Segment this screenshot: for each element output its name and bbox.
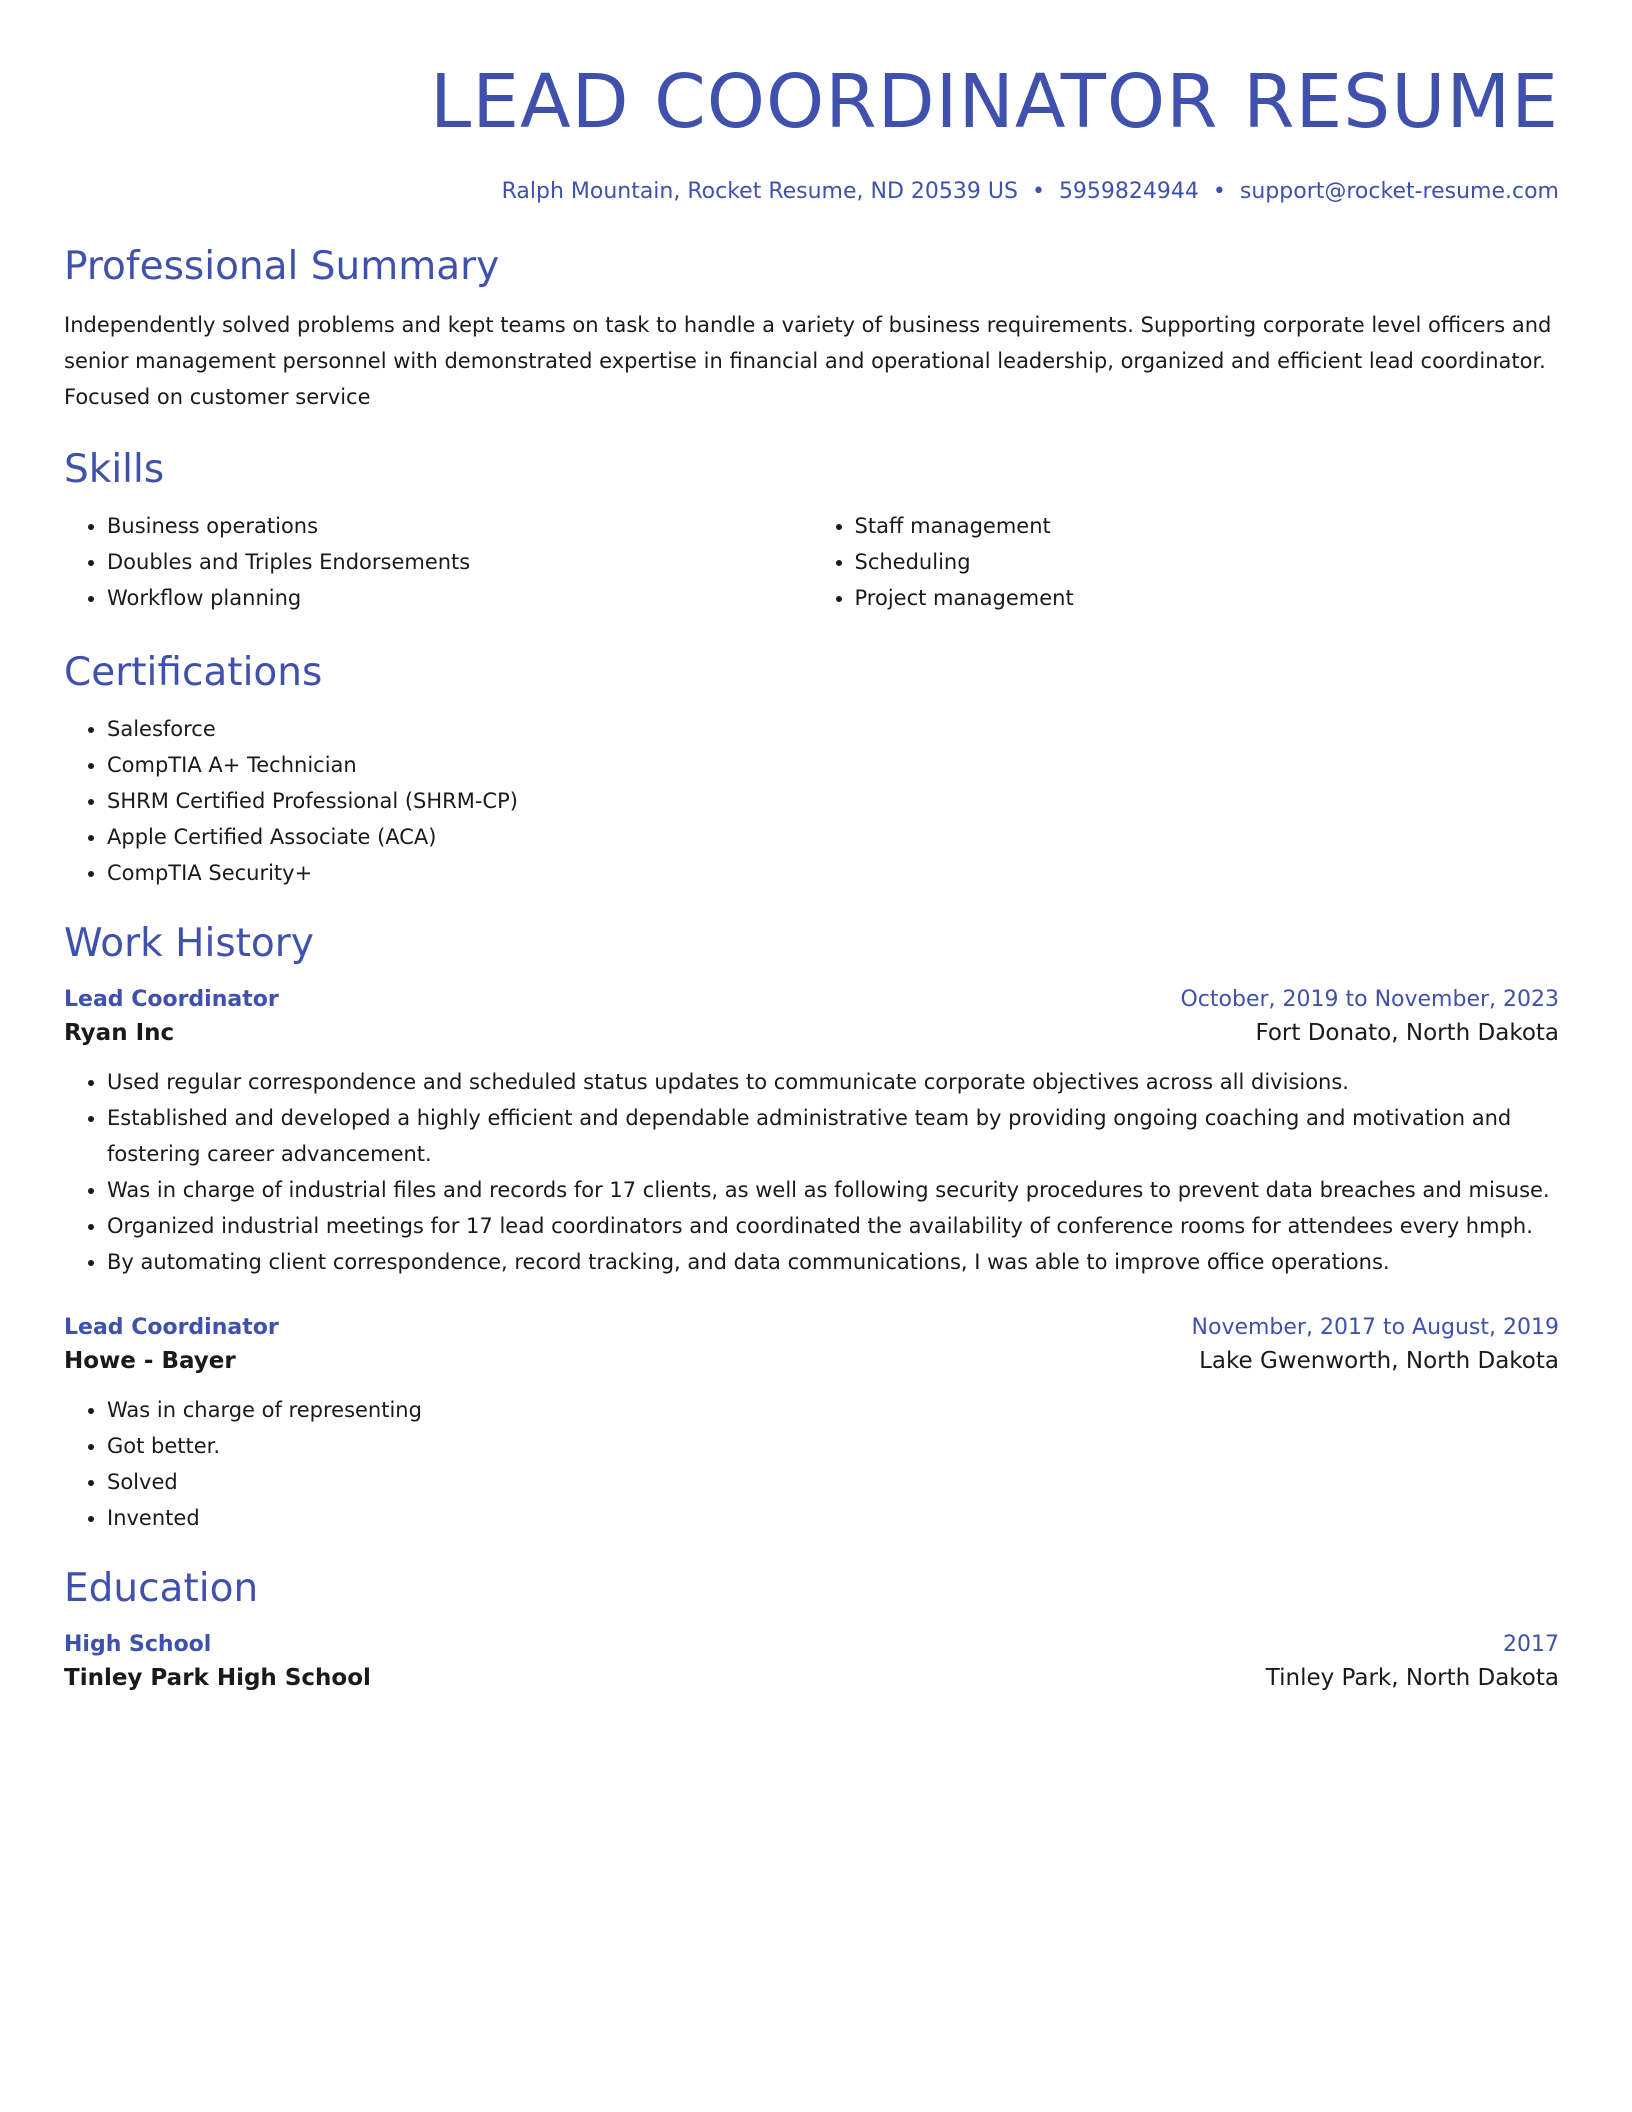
job-bullet: • Was in charge of industrial files and records for 17 clients, as well as following security procedures to prevent data breaches and misuse. — [107, 1172, 1559, 1208]
job-bullet: • Solved — [107, 1464, 1559, 1500]
job-bullet: • Used regular correspondence and scheduled status updates to communicate corporate objectives across all divisions. — [107, 1064, 1559, 1100]
job-title: Lead Coordinator — [64, 1315, 279, 1340]
contact-phone: 5959824944 — [1058, 179, 1199, 204]
work-history-section — [64, 920, 1559, 1536]
job-location: Lake Gwenworth, North Dakota — [1199, 1348, 1559, 1374]
job-company-row — [64, 1016, 1559, 1050]
summary-text: Independently solved problems and kept teams on task to handle a variety of business requirements. Supporting corporate level officers and senior management personnel with demonstrated expertise in financial and operational leadership, organized and efficient lead coordinator. Focused on customer service — [64, 313, 1552, 409]
job-bullets — [64, 1392, 1559, 1536]
contact-separator: • — [1031, 179, 1045, 204]
job-bullet: • Established and developed a highly efficient and dependable administrative team by providing ongoing coaching and motivation and fostering career advancement. — [107, 1100, 1559, 1172]
education-location: Tinley Park, North Dakota — [1265, 1665, 1559, 1691]
skills-list-right — [812, 508, 1560, 616]
education-school: Tinley Park High School — [64, 1665, 371, 1691]
skills-list-left — [64, 508, 812, 616]
job-entry — [64, 984, 1559, 1280]
job-dates: October, 2019 to November, 2023 — [1180, 987, 1559, 1012]
job-location: Fort Donato, North Dakota — [1255, 1020, 1559, 1046]
skill-item: • Staff management — [855, 508, 1560, 544]
job-bullet: • Was in charge of representing — [107, 1392, 1559, 1428]
certification-item: • Salesforce — [107, 711, 1559, 747]
certification-item: • SHRM Certified Professional (SHRM-CP) — [107, 783, 1559, 819]
certifications-list — [64, 711, 1559, 891]
certifications-section — [64, 649, 1559, 891]
job-bullet: • By automating client correspondence, record tracking, and data communications, I was able to improve office operations. — [107, 1244, 1559, 1280]
skill-item: • Project management — [855, 580, 1560, 616]
section-heading-education: Education — [64, 1566, 259, 1611]
job-bullet: • Organized industrial meetings for 17 lead coordinators and coordinated the availability of conference rooms for attendees every hmph. — [107, 1208, 1559, 1244]
resume-title: LEAD COORDINATOR RESUME — [429, 59, 1559, 145]
job-company: Howe - Bayer — [64, 1348, 236, 1374]
education-section — [64, 1565, 1559, 1695]
contact-email: support@rocket-resume.com — [1239, 179, 1559, 204]
job-bullets — [64, 1064, 1559, 1280]
skill-item: • Doubles and Triples Endorsements — [107, 544, 812, 580]
section-heading-certifications: Certifications — [64, 650, 323, 695]
skill-item: • Workflow planning — [107, 580, 812, 616]
job-bullet: • Got better. — [107, 1428, 1559, 1464]
certification-item: • CompTIA Security+ — [107, 855, 1559, 891]
job-bullet: • Invented — [107, 1500, 1559, 1536]
section-heading-work-history: Work History — [64, 921, 314, 966]
certification-item: • Apple Certified Associate (ACA) — [107, 819, 1559, 855]
job-company: Ryan Inc — [64, 1020, 175, 1046]
skill-item: • Scheduling — [855, 544, 1560, 580]
education-degree: High School — [64, 1632, 212, 1657]
job-title: Lead Coordinator — [64, 987, 279, 1012]
contact-address: Ralph Mountain, Rocket Resume, ND 20539 US — [501, 179, 1018, 204]
education-school-row — [64, 1661, 1559, 1695]
resume-page — [64, 0, 1559, 1695]
summary-section — [64, 243, 1559, 415]
certification-item: • CompTIA A+ Technician — [107, 747, 1559, 783]
skill-item: • Business operations — [107, 508, 812, 544]
education-entry — [64, 1629, 1559, 1695]
education-year: 2017 — [1503, 1632, 1559, 1657]
job-header-row — [64, 984, 1559, 1016]
skills-section — [64, 446, 1559, 616]
contact-separator: • — [1212, 179, 1226, 204]
section-heading-skills: Skills — [64, 447, 165, 492]
section-heading-summary: Professional Summary — [64, 244, 500, 289]
contact-line — [64, 176, 1559, 208]
skills-columns — [64, 508, 1559, 616]
education-header-row — [64, 1629, 1559, 1661]
job-entry — [64, 1312, 1559, 1536]
job-dates: November, 2017 to August, 2019 — [1191, 1315, 1559, 1340]
job-header-row — [64, 1312, 1559, 1344]
job-company-row — [64, 1344, 1559, 1378]
